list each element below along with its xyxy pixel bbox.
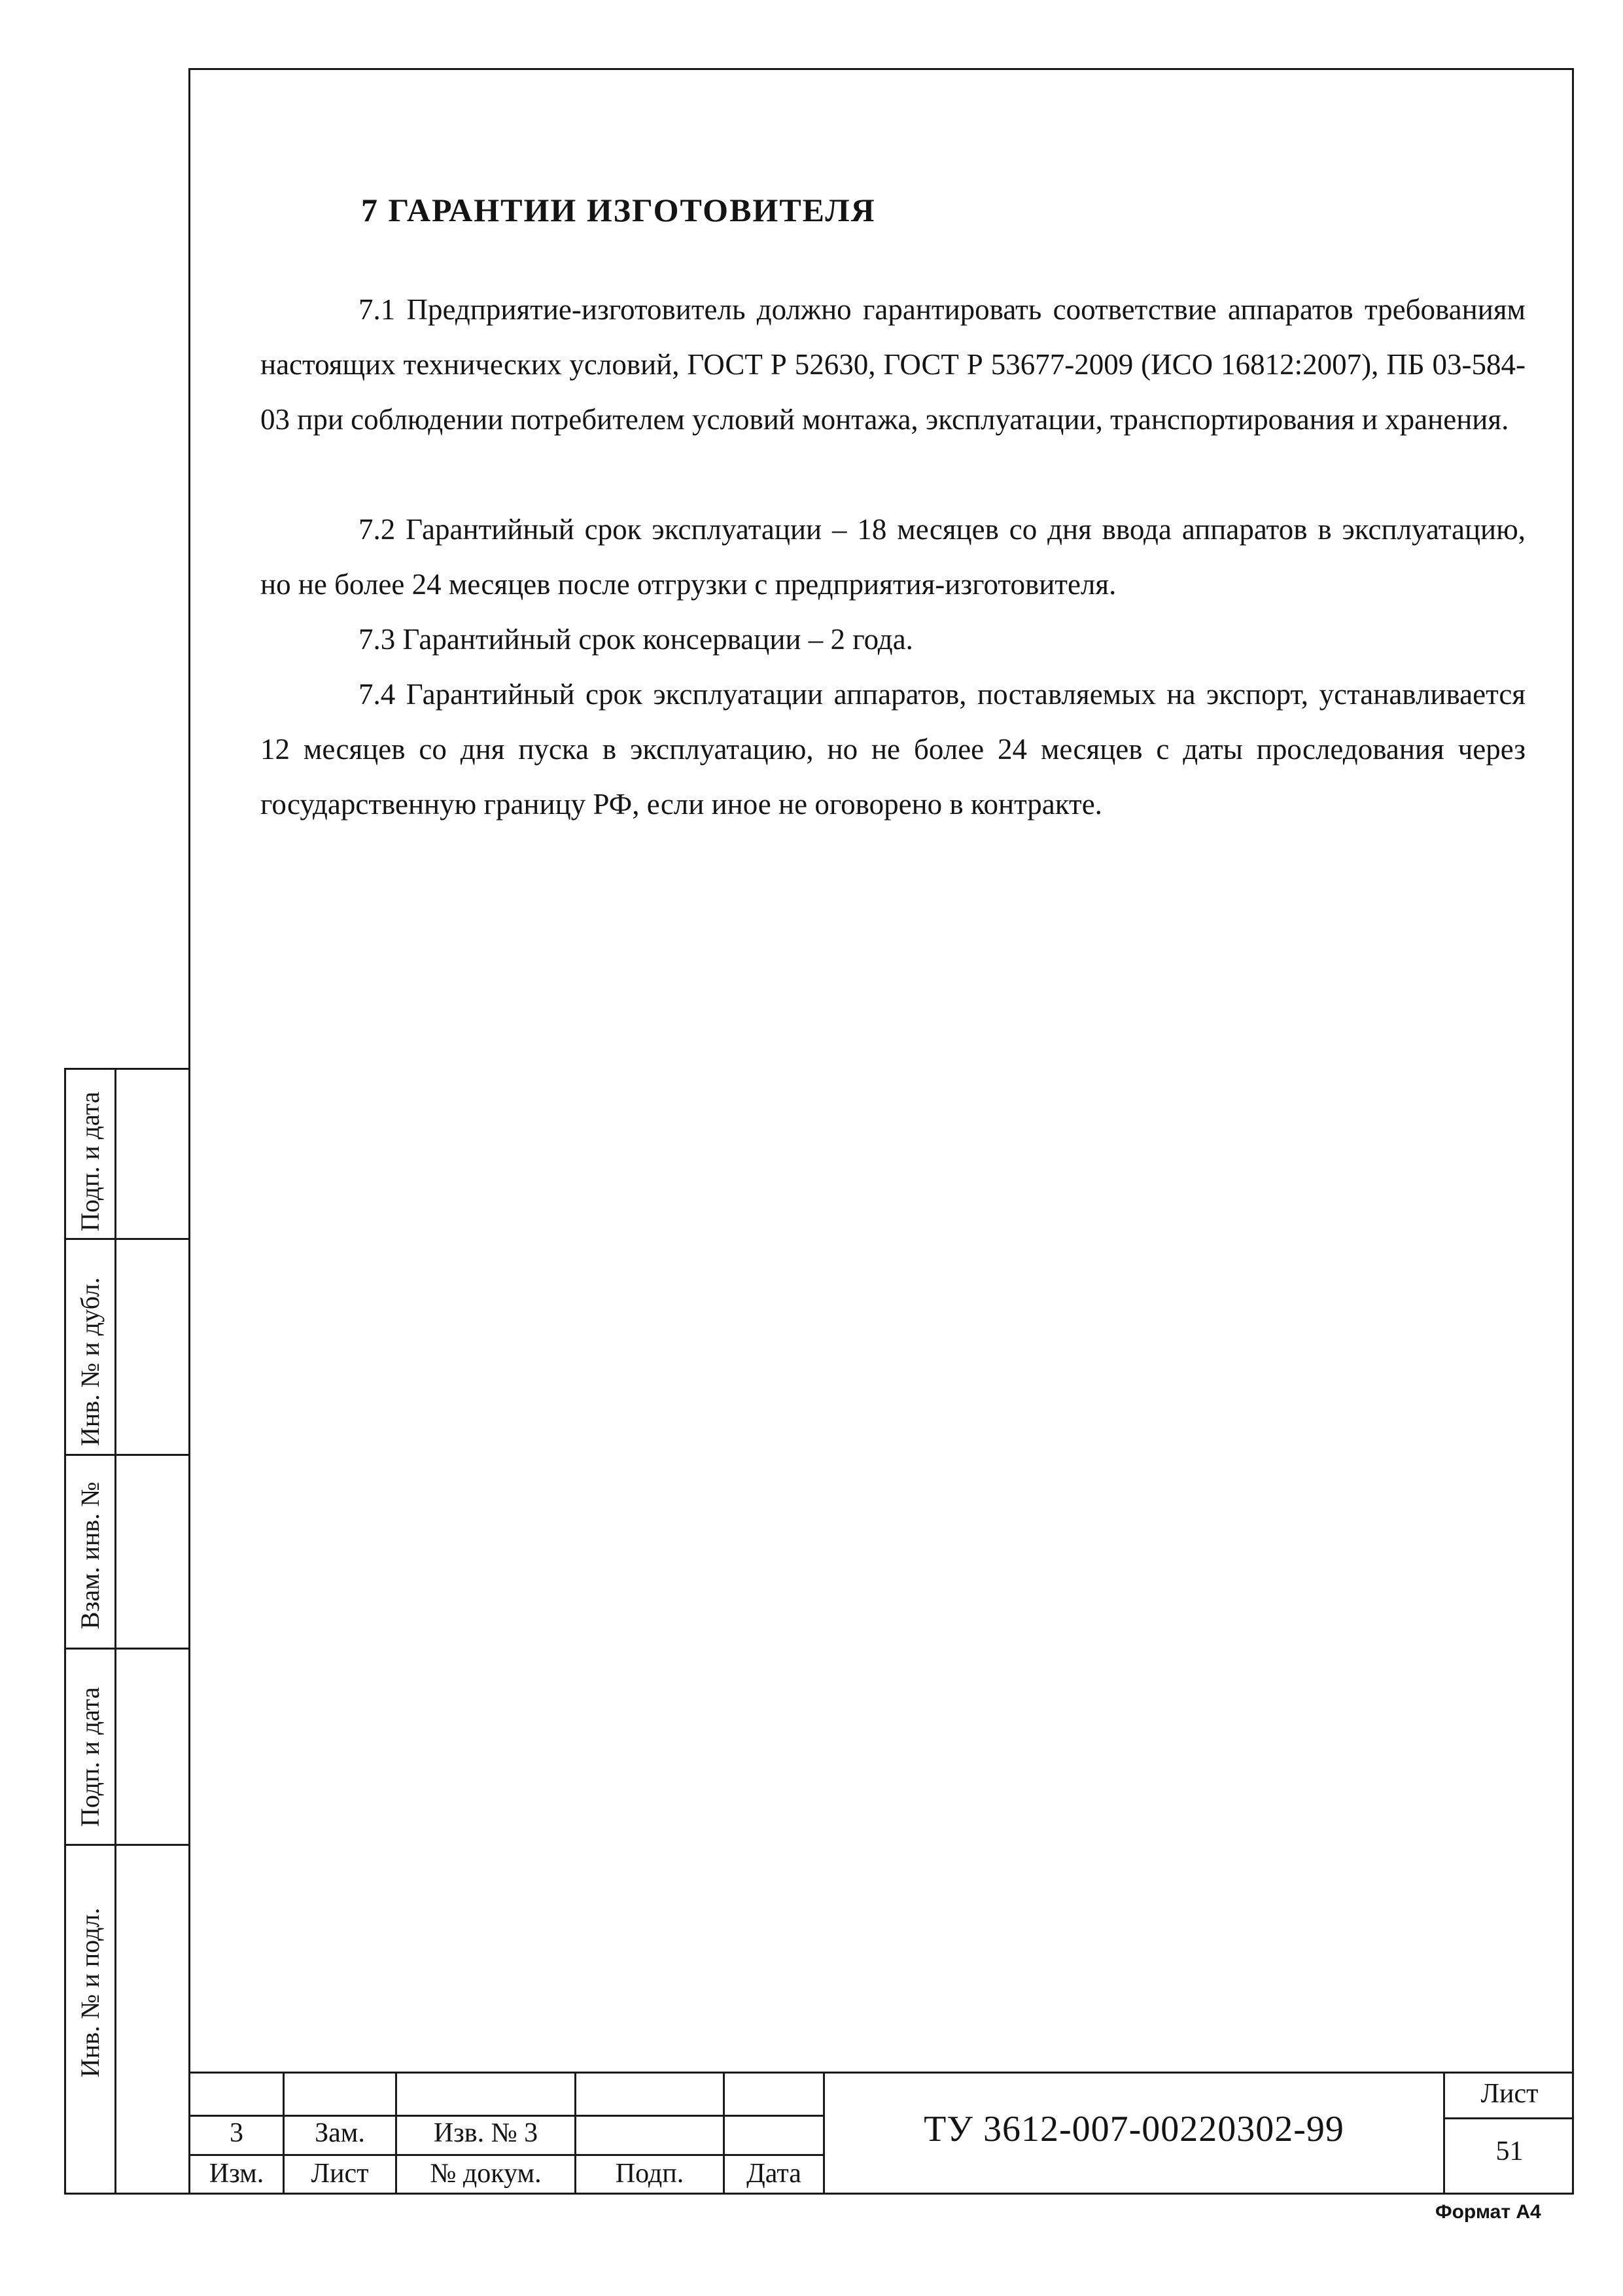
- paragraph-7-3: 7.3 Гарантийный срок консервации – 2 года.: [358, 623, 913, 656]
- revision-doc: Изв. № 3: [433, 2118, 538, 2148]
- side-label-signature-date: Подп. и дата: [75, 1687, 105, 1827]
- side-label-inv-original: Инв. № и подл.: [75, 1907, 105, 2077]
- side-stamp-bottom-line: [64, 2193, 190, 2195]
- side-stamp-line: [64, 1844, 190, 1846]
- side-label-inv-duplicate: Инв. № и дубл.: [75, 1277, 105, 1446]
- sheet-number: 51: [1495, 2136, 1524, 2166]
- header-podp: Подп.: [615, 2159, 684, 2189]
- header-list: Лист: [311, 2159, 369, 2189]
- side-stamp-line: [64, 1238, 190, 1240]
- side-stamp-divider-line: [114, 1068, 116, 2195]
- side-label-signature-date: Подп. и дата: [75, 1091, 105, 1231]
- section-title: 7 ГАРАНТИИ ИЗГОТОВИТЕЛЯ: [361, 192, 876, 228]
- sheet-label: Лист: [1480, 2079, 1539, 2109]
- revision-izm: 3: [230, 2118, 243, 2148]
- header-doc: № докум.: [430, 2159, 542, 2189]
- side-stamp-line: [64, 1648, 190, 1650]
- side-label-replacement-inv: Взам. инв. №: [75, 1481, 105, 1629]
- document-code: ТУ 3612-007-00220302-99: [924, 2109, 1344, 2149]
- side-stamp-line: [64, 1454, 190, 1456]
- side-stamp-top-line: [64, 1068, 190, 1070]
- header-data: Дата: [746, 2159, 801, 2189]
- revision-list: Зам.: [315, 2118, 365, 2148]
- paragraph-7-1: 7.1 Предприятие-изготовитель должно гарантировать соответствие аппаратов требованиям настоящих технических условий, ГОСТ Р 52630, ГОСТ Р 53677-2009 (ИСО 16812:2007), ПБ 03-584-03 при соблюдении потребителем условий монтажа, эксплуатации, транспортирования и хранения.: [260, 293, 1526, 436]
- paragraph-7-4: 7.4 Гарантийный срок эксплуатации аппаратов, поставляемых на экспорт, устанавливается 12 месяцев со дня пуска в эксплуатацию, но не более 24 месяцев с даты проследования через государственную границу РФ, если иное не оговорено в контракте.: [260, 678, 1526, 821]
- paragraph-7-2: 7.2 Гарантийный срок эксплуатации – 18 месяцев со дня ввода аппаратов в эксплуатацию, но не более 24 месяцев после отгрузки с предприятия-изготовителя.: [260, 513, 1526, 601]
- side-stamp-outer-line: [64, 1068, 66, 2195]
- header-izm: Изм.: [209, 2159, 264, 2189]
- sheet-cell-line: [1443, 2117, 1574, 2119]
- format-label: Формат А4: [1435, 2201, 1541, 2223]
